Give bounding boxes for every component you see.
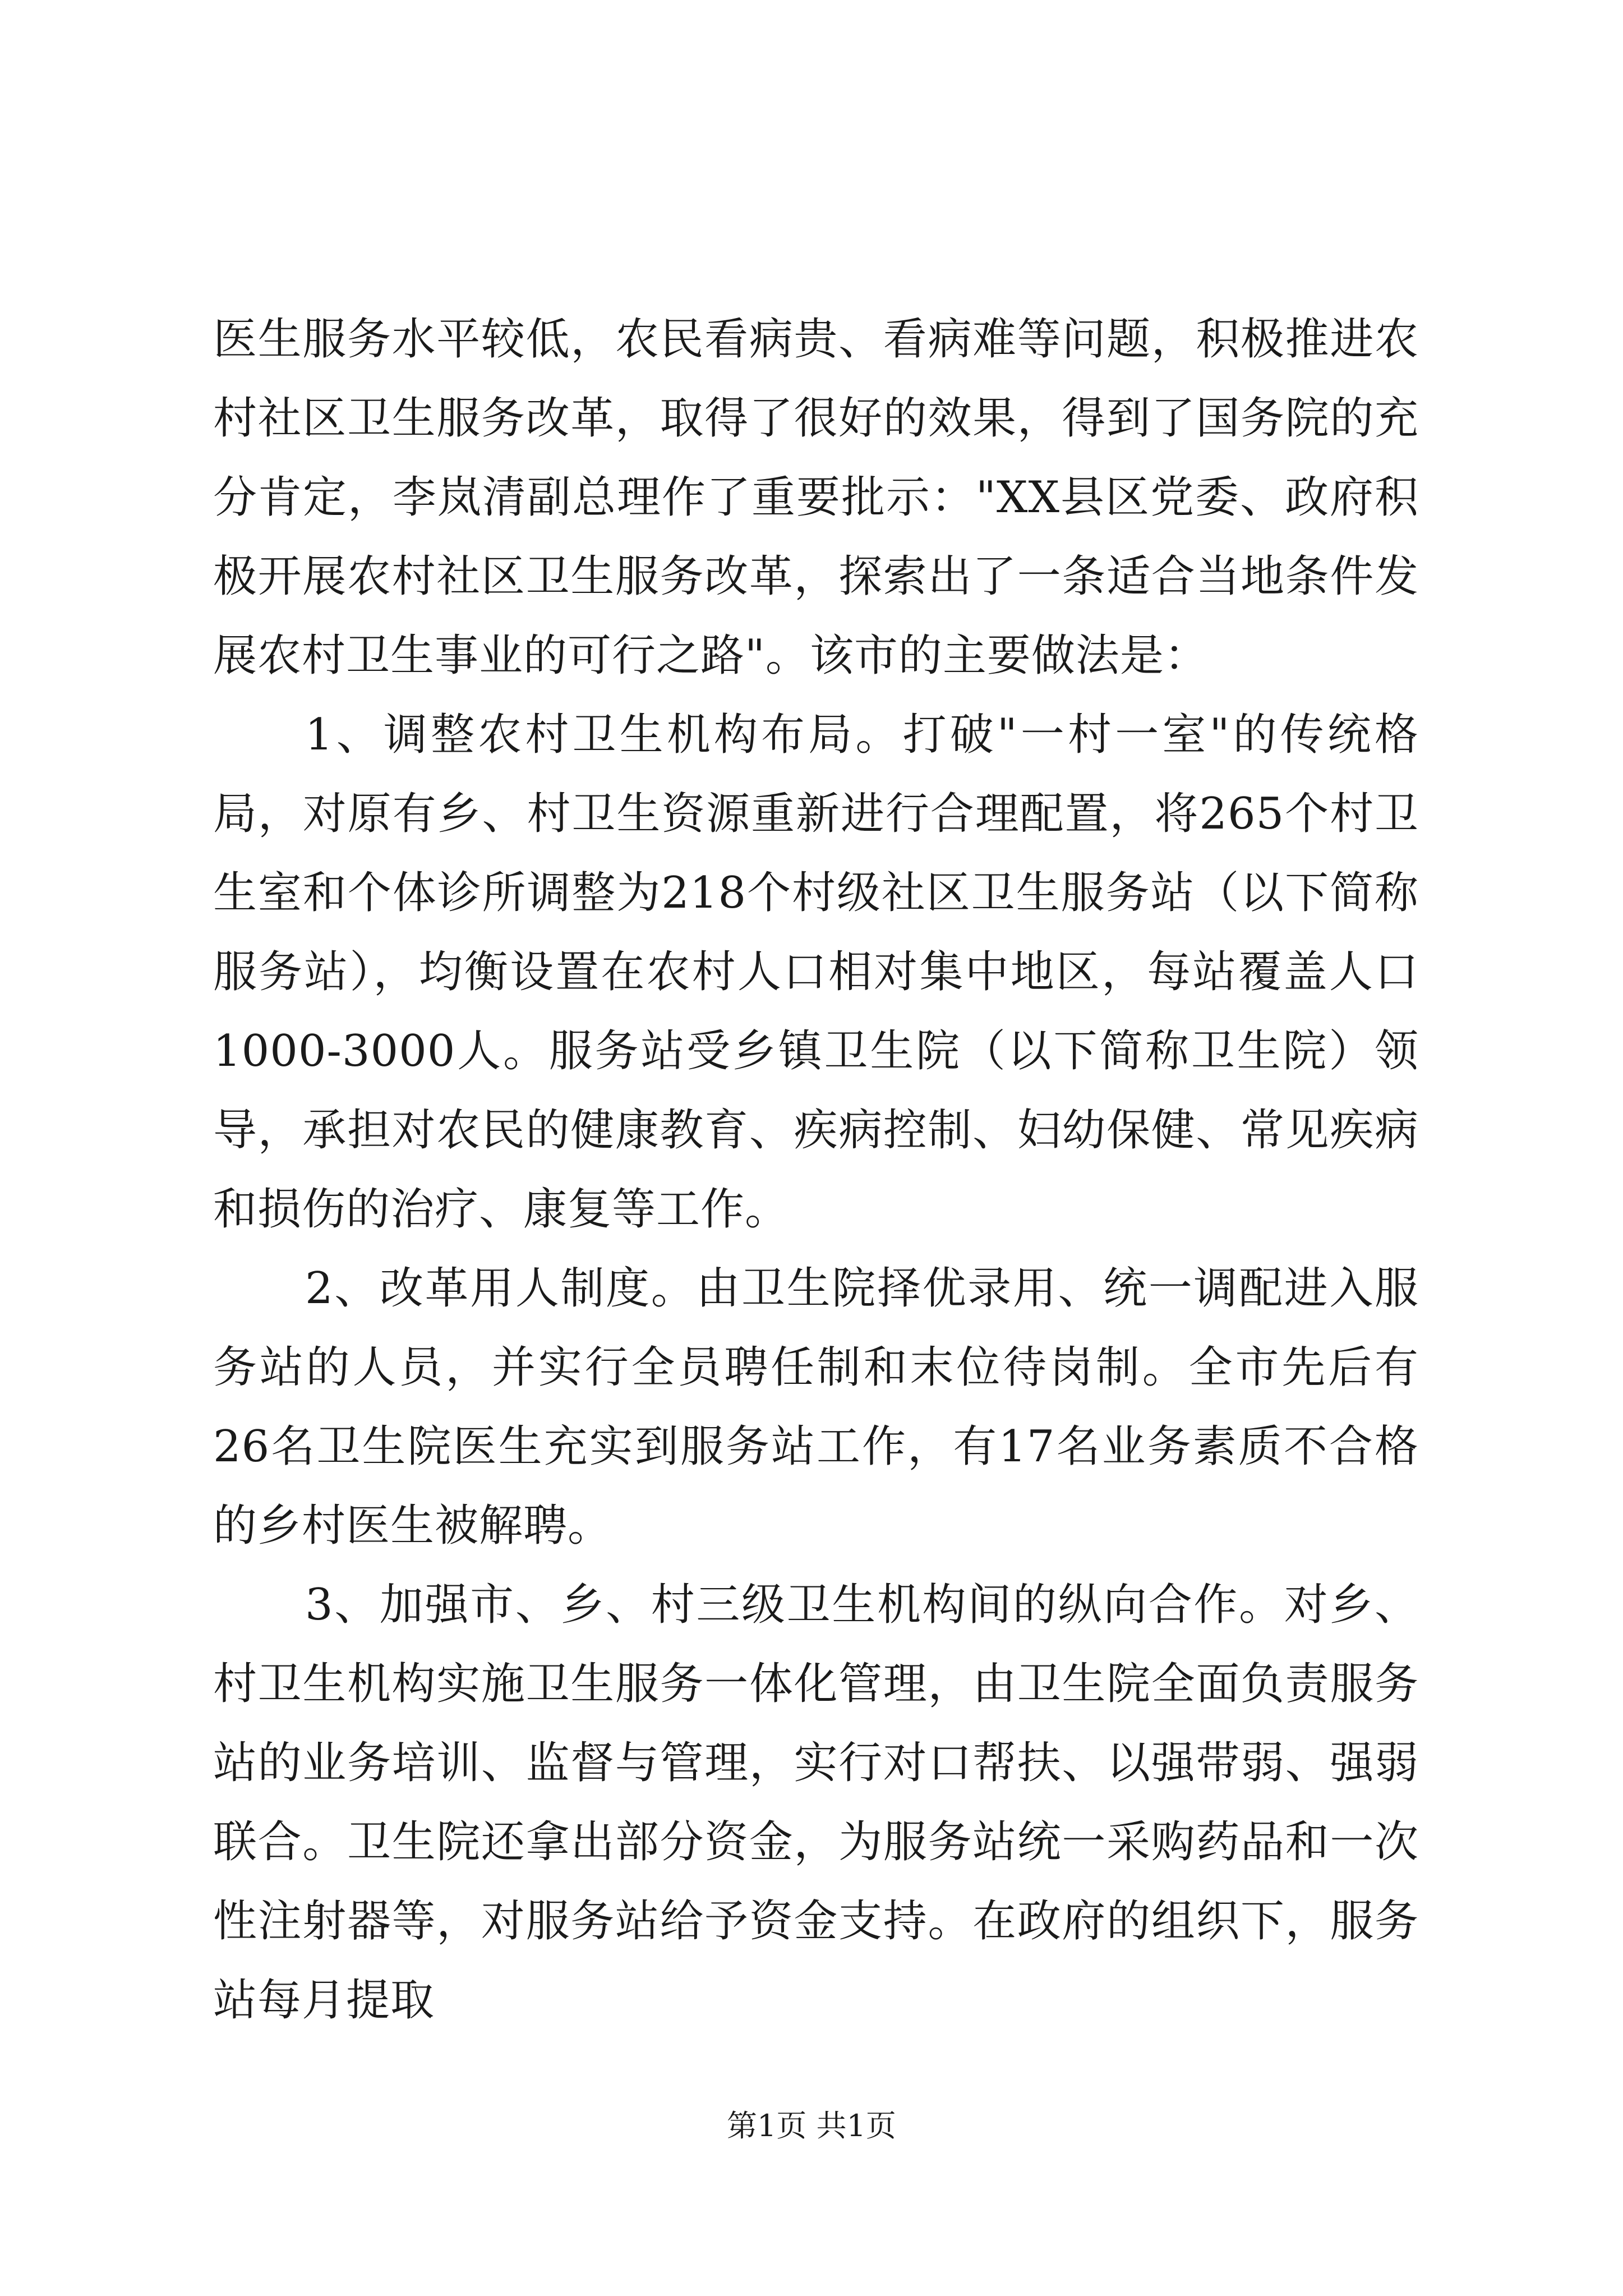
document-body [213,300,1419,2040]
paragraph-intro: 医生服务水平较低，农民看病贵、看病难等问题，积极推进农村社区卫生服务改革，取得了很好的效果，得到了国务院的充分肯定，李岚清副总理作了重要批示："XX县区党委、政府积极开展农村社区卫生服务改革，探索出了一条适合当地条件发展农村卫生事业的可行之路"。该市的主要做法是： [213,314,1419,681]
paragraph-item-1: 1、调整农村卫生机构布局。打破"一村一室"的传统格局，对原有乡、村卫生资源重新进行合理配置，将265个村卫生室和个体诊所调整为218个村级社区卫生服务站（以下简称服务站），均衡设置在农村人口相对集中地区，每站覆盖人口1000-3000人。服务站受乡镇卫生院（以下简称卫生院）领导，承担对农民的健康教育、疾病控制、妇幼保健、常见疾病和损伤的治疗、康复等工作。 [213,710,1419,1235]
page-number-label: 第1页 共1页 [727,2108,896,2143]
paragraph-item-2: 2、改革用人制度。由卫生院择优录用、统一调配进入服务站的人员，并实行全员聘任制和末位待岗制。全市先后有26名卫生院医生充实到服务站工作，有17名业务素质不合格的乡村医生被解聘。 [213,1263,1419,1551]
paragraph-item-3: 3、加强市、乡、村三级卫生机构间的纵向合作。对乡、村卫生机构实施卫生服务一体化管理，由卫生院全面负责服务站的业务培训、监督与管理，实行对口帮扶、以强带弱、强弱联合。卫生院还拿出部分资金，为服务站统一采购药品和一次性注射器等，对服务站给予资金支持。在政府的组织下，服务站每月提取 [213,1580,1419,2026]
page-footer [0,2106,1623,2146]
